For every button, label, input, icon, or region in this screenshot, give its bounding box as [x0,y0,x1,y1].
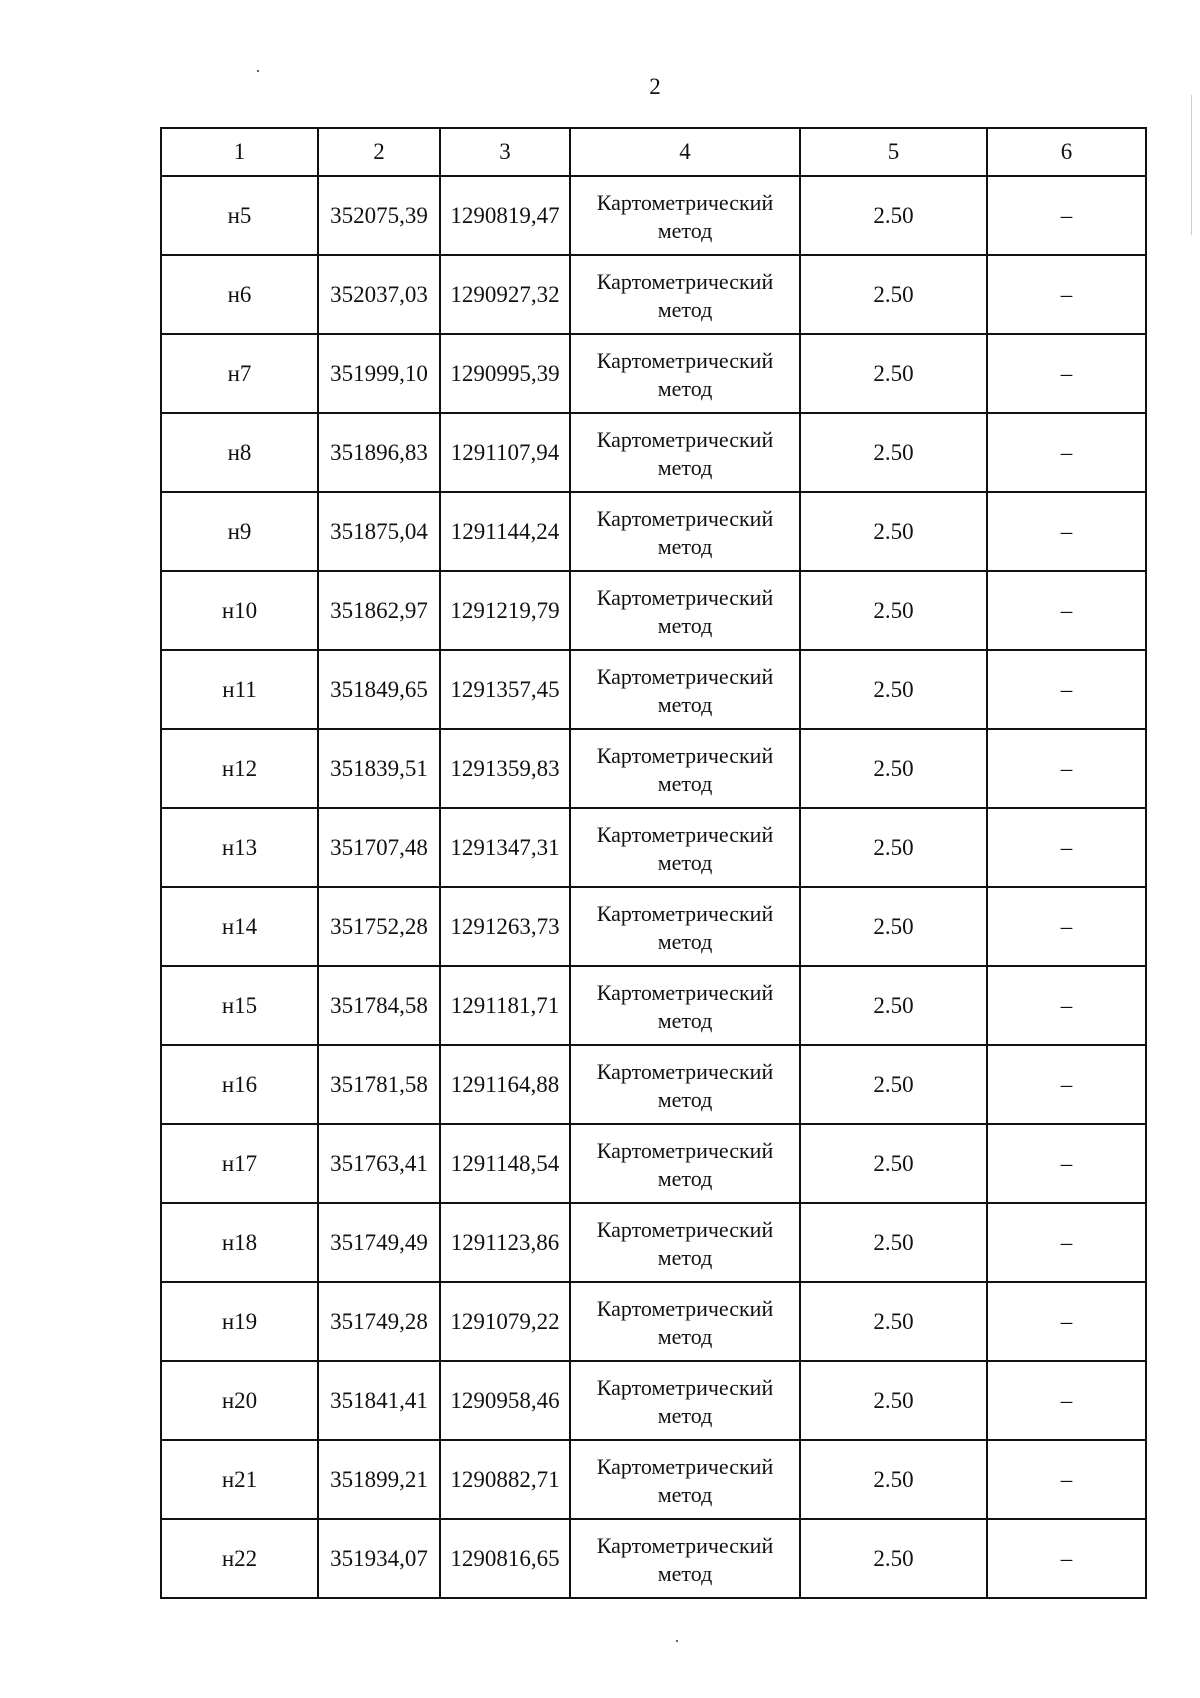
y-coordinate-cell: 1291357,45 [440,650,570,729]
y-coordinate-cell: 1291144,24 [440,492,570,571]
note-cell [987,413,1146,492]
method-cell [570,1361,800,1440]
column-header: 1 [161,128,318,176]
method-text: Картометрический [596,1295,774,1321]
note-text: – [1060,755,1073,781]
accuracy-cell: 2.50 [800,1361,987,1440]
y-coordinate-cell: 1290816,65 [440,1519,570,1598]
scan-speck [676,1640,678,1642]
note-cell [987,1282,1146,1361]
table-row [161,1282,1146,1361]
method-cell [570,176,800,255]
method-text: метод [657,849,713,875]
method-text: метод [657,1244,713,1270]
accuracy-cell: 2.50 [800,1282,987,1361]
method-text: метод [657,770,713,796]
x-coordinate-cell: 351749,28 [318,1282,440,1361]
table-row [161,887,1146,966]
x-coordinate-cell: 351999,10 [318,334,440,413]
point-id-cell: н6 [161,255,318,334]
note-cell [987,729,1146,808]
method-text: Картометрический [596,979,774,1005]
scan-edge-line [1191,95,1192,235]
method-text: Картометрический [596,1058,774,1084]
method-cell [570,966,800,1045]
x-coordinate-cell: 351875,04 [318,492,440,571]
method-text: Картометрический [596,268,774,294]
note-cell [987,808,1146,887]
method-cell [570,334,800,413]
note-cell [987,255,1146,334]
y-coordinate-cell: 1291347,31 [440,808,570,887]
accuracy-cell: 2.50 [800,966,987,1045]
column-header: 5 [800,128,987,176]
table-row [161,1361,1146,1440]
accuracy-cell: 2.50 [800,1203,987,1282]
accuracy-cell: 2.50 [800,729,987,808]
method-text: метод [657,928,713,954]
point-id-cell: н18 [161,1203,318,1282]
method-text: метод [657,1481,713,1507]
table-row [161,492,1146,571]
note-text: – [1060,1150,1073,1176]
x-coordinate-cell: 351749,49 [318,1203,440,1282]
point-id-cell: н8 [161,413,318,492]
x-coordinate-cell: 351862,97 [318,571,440,650]
x-coordinate-cell: 351752,28 [318,887,440,966]
note-text: – [1060,1466,1073,1492]
method-text: метод [657,217,713,243]
column-header: 3 [440,128,570,176]
note-cell [987,650,1146,729]
method-cell [570,1282,800,1361]
note-cell [987,176,1146,255]
method-text: Картометрический [596,742,774,768]
point-id-cell: н16 [161,1045,318,1124]
table-row [161,966,1146,1045]
method-cell [570,492,800,571]
point-id-cell: н11 [161,650,318,729]
table-header [161,128,1146,176]
table-row [161,1045,1146,1124]
method-text: метод [657,1402,713,1428]
method-text: Картометрический [596,189,774,215]
method-cell [570,1519,800,1598]
table-row [161,650,1146,729]
header-row [161,128,1146,176]
note-text: – [1060,597,1073,623]
accuracy-cell: 2.50 [800,255,987,334]
x-coordinate-cell: 351839,51 [318,729,440,808]
note-cell [987,1361,1146,1440]
accuracy-cell: 2.50 [800,413,987,492]
table-row [161,571,1146,650]
y-coordinate-cell: 1291263,73 [440,887,570,966]
accuracy-cell: 2.50 [800,887,987,966]
x-coordinate-cell: 351781,58 [318,1045,440,1124]
table-row [161,1519,1146,1598]
method-cell [570,808,800,887]
x-coordinate-cell: 351763,41 [318,1124,440,1203]
y-coordinate-cell: 1291359,83 [440,729,570,808]
table-row [161,729,1146,808]
column-header: 2 [318,128,440,176]
method-cell [570,413,800,492]
note-cell [987,334,1146,413]
point-id-cell: н10 [161,571,318,650]
method-text: метод [657,533,713,559]
point-id-cell: н9 [161,492,318,571]
y-coordinate-cell: 1291219,79 [440,571,570,650]
method-text: метод [657,296,713,322]
note-cell [987,1440,1146,1519]
x-coordinate-cell: 352075,39 [318,176,440,255]
method-text: Картометрический [596,505,774,531]
page-number: 2 [649,74,661,99]
note-text: – [1060,360,1073,386]
y-coordinate-cell: 1291107,94 [440,413,570,492]
y-coordinate-cell: 1290927,32 [440,255,570,334]
method-text: метод [657,454,713,480]
accuracy-cell: 2.50 [800,1124,987,1203]
note-cell [987,1124,1146,1203]
x-coordinate-cell: 351899,21 [318,1440,440,1519]
table-row [161,808,1146,887]
method-text: метод [657,691,713,717]
point-id-cell: н22 [161,1519,318,1598]
y-coordinate-cell: 1291079,22 [440,1282,570,1361]
method-text: метод [657,1007,713,1033]
method-text: метод [657,375,713,401]
x-coordinate-cell: 351707,48 [318,808,440,887]
note-text: – [1060,281,1073,307]
y-coordinate-cell: 1291164,88 [440,1045,570,1124]
note-text: – [1060,439,1073,465]
x-coordinate-cell: 351849,65 [318,650,440,729]
point-id-cell: н20 [161,1361,318,1440]
x-coordinate-cell: 352037,03 [318,255,440,334]
accuracy-cell: 2.50 [800,808,987,887]
column-header: 4 [570,128,800,176]
method-cell [570,1124,800,1203]
x-coordinate-cell: 351784,58 [318,966,440,1045]
accuracy-cell: 2.50 [800,1519,987,1598]
method-text: Картометрический [596,900,774,926]
table-row [161,413,1146,492]
method-cell [570,1045,800,1124]
method-text: метод [657,1165,713,1191]
method-text: Картометрический [596,426,774,452]
method-cell [570,729,800,808]
y-coordinate-cell: 1290995,39 [440,334,570,413]
method-text: Картометрический [596,1532,774,1558]
note-text: – [1060,1387,1073,1413]
y-coordinate-cell: 1290819,47 [440,176,570,255]
x-coordinate-cell: 351896,83 [318,413,440,492]
point-id-cell: н14 [161,887,318,966]
method-text: метод [657,1323,713,1349]
accuracy-cell: 2.50 [800,492,987,571]
point-id-cell: н13 [161,808,318,887]
table-row [161,176,1146,255]
accuracy-cell: 2.50 [800,1440,987,1519]
method-text: Картометрический [596,347,774,373]
point-id-cell: н15 [161,966,318,1045]
accuracy-cell: 2.50 [800,650,987,729]
y-coordinate-cell: 1291123,86 [440,1203,570,1282]
note-cell [987,1203,1146,1282]
method-text: Картометрический [596,663,774,689]
note-cell [987,492,1146,571]
note-cell [987,1045,1146,1124]
point-id-cell: н5 [161,176,318,255]
accuracy-cell: 2.50 [800,334,987,413]
column-header: 6 [987,128,1146,176]
method-cell [570,571,800,650]
scan-speck [257,70,259,72]
y-coordinate-cell: 1290958,46 [440,1361,570,1440]
point-id-cell: н7 [161,334,318,413]
note-text: – [1060,202,1073,228]
note-text: – [1060,676,1073,702]
method-cell [570,650,800,729]
table-row [161,255,1146,334]
y-coordinate-cell: 1291181,71 [440,966,570,1045]
method-text: метод [657,612,713,638]
table-row [161,1203,1146,1282]
method-text: метод [657,1560,713,1586]
note-text: – [1060,913,1073,939]
table-body [161,176,1146,1598]
method-text: Картометрический [596,821,774,847]
x-coordinate-cell: 351934,07 [318,1519,440,1598]
method-text: Картометрический [596,1137,774,1163]
table-row [161,1124,1146,1203]
note-text: – [1060,518,1073,544]
method-cell [570,1440,800,1519]
note-text: – [1060,1071,1073,1097]
method-cell [570,255,800,334]
point-id-cell: н21 [161,1440,318,1519]
accuracy-cell: 2.50 [800,571,987,650]
table-row [161,1440,1146,1519]
method-cell [570,1203,800,1282]
note-cell [987,966,1146,1045]
x-coordinate-cell: 351841,41 [318,1361,440,1440]
point-id-cell: н19 [161,1282,318,1361]
y-coordinate-cell: 1290882,71 [440,1440,570,1519]
note-text: – [1060,1308,1073,1334]
method-text: метод [657,1086,713,1112]
table-row [161,334,1146,413]
note-text: – [1060,1545,1073,1571]
method-text: Картометрический [596,1216,774,1242]
method-text: Картометрический [596,584,774,610]
accuracy-cell: 2.50 [800,1045,987,1124]
y-coordinate-cell: 1291148,54 [440,1124,570,1203]
note-cell [987,571,1146,650]
note-text: – [1060,834,1073,860]
point-id-cell: н17 [161,1124,318,1203]
method-text: Картометрический [596,1374,774,1400]
note-cell [987,1519,1146,1598]
coordinates-table [160,127,1147,1599]
method-cell [570,887,800,966]
note-text: – [1060,992,1073,1018]
accuracy-cell: 2.50 [800,176,987,255]
note-text: – [1060,1229,1073,1255]
point-id-cell: н12 [161,729,318,808]
method-text: Картометрический [596,1453,774,1479]
note-cell [987,887,1146,966]
